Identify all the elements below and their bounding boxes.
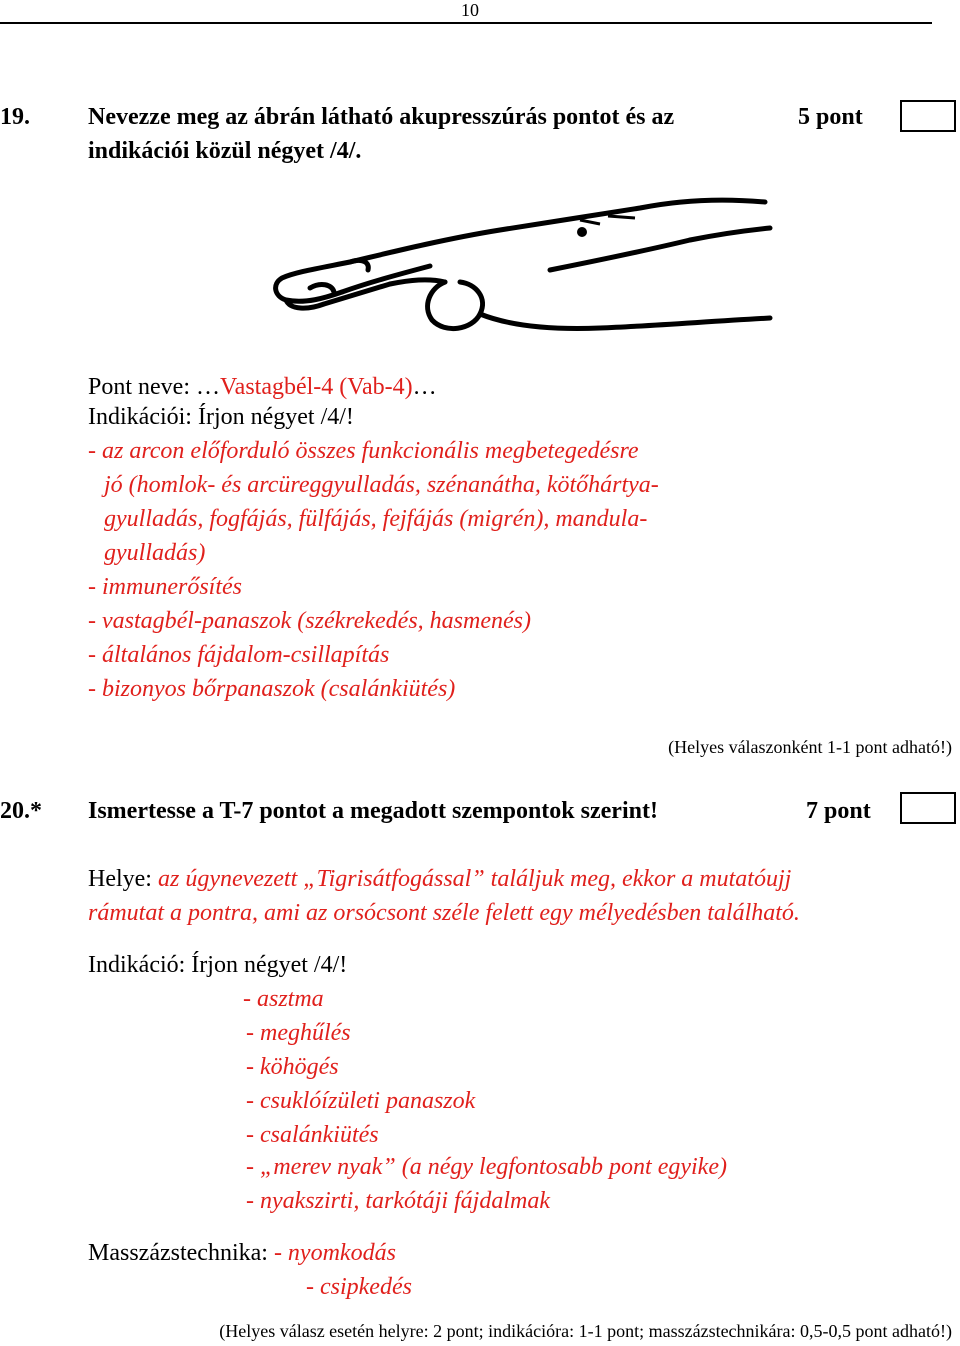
- massage-item: - csipkedés: [306, 1274, 412, 1300]
- q19-answer-line: - az arcon előforduló összes funkcionális megbetegedésre: [88, 438, 639, 464]
- massage-item: - nyomkodás: [273, 1240, 396, 1266]
- q19-answer-line: - immunerősítés: [88, 574, 242, 600]
- q20-score-box[interactable]: [900, 792, 956, 824]
- q20-points: 7 pont: [806, 798, 871, 824]
- q19-score-box[interactable]: [900, 100, 956, 132]
- location-row: [88, 862, 791, 896]
- q20-indication-item: - csuklóízületi panaszok: [246, 1088, 476, 1114]
- q20-scoring-note: (Helyes válasz esetén helyre: 2 pont; indikációra: 1-1 pont; masszázstechnikára: 0,5-0,5 pont adható!): [219, 1321, 952, 1341]
- q20-indication-item: - „merev nyak” (a négy legfontosabb pont egyike): [246, 1154, 727, 1180]
- q19-points: 5 pont: [798, 104, 863, 130]
- indication-label: Indikáció: Írjon négyet /4/!: [88, 952, 348, 978]
- q20-indication-item: - csalánkiütés: [246, 1122, 379, 1148]
- massage-row: [88, 1236, 396, 1270]
- q20-indication-item: - nyakszirti, tarkótáji fájdalmak: [246, 1188, 550, 1214]
- q19-number: 19.: [0, 104, 30, 130]
- header-divider: [0, 22, 932, 24]
- q19-answer-line: jó (homlok- és arcüreggyulladás, szénanátha, kötőhártya-: [104, 472, 659, 498]
- q20-number: 20.*: [0, 798, 42, 824]
- q20-indication-item: - köhögés: [246, 1054, 339, 1080]
- q19-answer-line: - vastagbél-panaszok (székrekedés, hasmenés): [88, 608, 531, 634]
- location-line1: az úgynevezett „Tigrisátfogással” találjuk meg, ekkor a mutatóujj: [157, 866, 792, 892]
- point-name-row: [88, 370, 437, 404]
- q19-answer-line: - általános fájdalom-csillapítás: [88, 642, 390, 668]
- q19-scoring-note: (Helyes válaszonként 1-1 pont adható!): [668, 737, 952, 757]
- q20-prompt: Ismertesse a T-7 pontot a megadott szempontok szerint!: [88, 798, 658, 824]
- hand-acupressure-illustration: [250, 188, 780, 348]
- q20-indication-item: - meghűlés: [246, 1020, 351, 1046]
- q19-prompt-line2: indikációi közül négyet /4/.: [88, 138, 362, 164]
- q19-answer-line: gyulladás): [104, 540, 206, 566]
- q19-prompt-line1: Nevezze meg az ábrán látható akupresszúrás pontot és az: [88, 104, 675, 130]
- point-name-value: Vastagbél-4 (Vab-4): [220, 374, 413, 400]
- point-name-suffix: …: [412, 374, 437, 400]
- massage-label: Masszázstechnika:: [88, 1240, 268, 1266]
- point-name-label: Pont neve: …: [88, 374, 220, 400]
- q19-answer-line: gyulladás, fogfájás, fülfájás, fejfájás (migrén), mandula-: [104, 506, 648, 532]
- q19-answer-line: - bizonyos bőrpanaszok (csalánkiütés): [88, 676, 456, 702]
- location-line2: rámutat a pontra, ami az orsócsont széle felett egy mélyedésben található.: [88, 900, 800, 926]
- indications-label: Indikációi: Írjon négyet /4/!: [88, 404, 354, 430]
- location-label: Helye:: [88, 866, 152, 892]
- q20-indication-item: - asztma: [243, 986, 324, 1012]
- page-number: 10: [461, 0, 479, 20]
